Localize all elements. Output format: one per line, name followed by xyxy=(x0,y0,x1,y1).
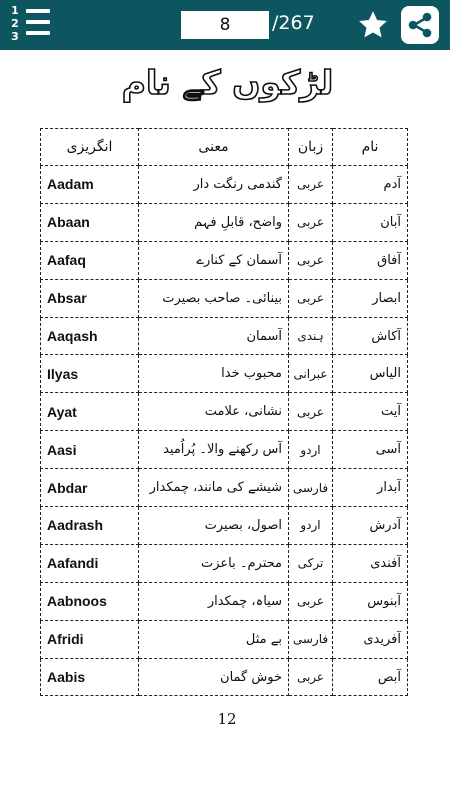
language-cell: ہندی xyxy=(289,317,333,355)
english-name-cell: Ayat xyxy=(41,393,139,431)
english-name-cell: Aadam xyxy=(41,166,139,204)
english-name-cell: Abdar xyxy=(41,469,139,507)
book-page-number: 12 xyxy=(217,710,237,728)
language-cell: فارسی xyxy=(289,620,333,658)
meaning-cell: آسمان کے کنارے xyxy=(139,241,289,279)
table-row xyxy=(41,355,408,393)
urdu-name-cell: الیاس xyxy=(333,355,408,393)
table-row xyxy=(41,241,408,279)
language-cell: فارسی xyxy=(289,469,333,507)
table-row xyxy=(41,544,408,582)
language-cell: اردو xyxy=(289,431,333,469)
table-row xyxy=(41,203,408,241)
english-name-cell: Aaqash xyxy=(41,317,139,355)
meaning-cell: خوش گمان xyxy=(139,658,289,696)
urdu-name-cell: آبص xyxy=(333,658,408,696)
meaning-cell: آسمان xyxy=(139,317,289,355)
urdu-name-cell: آدرش xyxy=(333,507,408,545)
english-name-cell: Aafandi xyxy=(41,544,139,582)
meaning-cell: محترم۔ باعزت xyxy=(139,544,289,582)
english-name-cell: Absar xyxy=(41,279,139,317)
total-pages-label: /267 xyxy=(272,12,315,34)
table-row xyxy=(41,393,408,431)
header-meaning: معنی xyxy=(139,129,289,166)
english-name-cell: Afridi xyxy=(41,620,139,658)
english-name-cell: Aafaq xyxy=(41,241,139,279)
urdu-name-cell: آبدار xyxy=(333,469,408,507)
table-row xyxy=(41,279,408,317)
page-heading: لڑکوں کے نام xyxy=(121,63,334,102)
header-language: زبان xyxy=(289,129,333,166)
meaning-cell: بے مثل xyxy=(139,620,289,658)
language-cell: عربی xyxy=(289,166,333,204)
table-row xyxy=(41,166,408,204)
table-row xyxy=(41,507,408,545)
table-header-row xyxy=(41,129,408,166)
language-cell: اردو xyxy=(289,507,333,545)
meaning-cell: شیشے کی مانند، چمکدار xyxy=(139,469,289,507)
english-name-cell: Abaan xyxy=(41,203,139,241)
language-cell: عربی xyxy=(289,393,333,431)
meaning-cell: نشانی، علامت xyxy=(139,393,289,431)
english-name-cell: Aabnoos xyxy=(41,582,139,620)
share-icon xyxy=(401,6,439,44)
header-english: انگریزی xyxy=(41,129,139,166)
table-row xyxy=(41,582,408,620)
meaning-cell: اصول، بصیرت xyxy=(139,507,289,545)
share-button[interactable] xyxy=(401,6,439,44)
meaning-cell: آس رکھنے والا۔ پُراُمید xyxy=(139,431,289,469)
urdu-name-cell: آبنوس xyxy=(333,582,408,620)
language-cell: ترکی xyxy=(289,544,333,582)
meaning-cell: محبوب خدا xyxy=(139,355,289,393)
urdu-name-cell: آفاق xyxy=(333,241,408,279)
meaning-cell: گندمی رنگت دار xyxy=(139,166,289,204)
urdu-name-cell: آسی xyxy=(333,431,408,469)
page-number-input[interactable] xyxy=(181,11,269,39)
urdu-name-cell: آدم xyxy=(333,166,408,204)
language-cell: عربی xyxy=(289,203,333,241)
urdu-name-cell: آبان xyxy=(333,203,408,241)
urdu-name-cell: آفندی xyxy=(333,544,408,582)
table-row xyxy=(41,469,408,507)
language-cell: عربی xyxy=(289,241,333,279)
names-table xyxy=(40,128,408,696)
urdu-name-cell: آفریدی xyxy=(333,620,408,658)
table-row xyxy=(41,431,408,469)
english-name-cell: Ilyas xyxy=(41,355,139,393)
language-cell: عبرانی xyxy=(289,355,333,393)
meaning-cell: واضح، قابلِ فہم xyxy=(139,203,289,241)
english-name-cell: Aabis xyxy=(41,658,139,696)
language-cell: عربی xyxy=(289,658,333,696)
language-cell: عربی xyxy=(289,279,333,317)
list-lines-icon xyxy=(26,9,50,42)
meaning-cell: سیاہ، چمکدار xyxy=(139,582,289,620)
table-row xyxy=(41,317,408,355)
table-row xyxy=(41,658,408,696)
english-name-cell: Aadrash xyxy=(41,507,139,545)
header-name: نام xyxy=(333,129,408,166)
urdu-name-cell: آکاش xyxy=(333,317,408,355)
language-cell: عربی xyxy=(289,582,333,620)
urdu-name-cell: آیت xyxy=(333,393,408,431)
english-name-cell: Aasi xyxy=(41,431,139,469)
numbered-list-icon: 1 2 3 xyxy=(11,4,19,43)
favorite-star-icon[interactable] xyxy=(356,8,390,42)
index-list-button[interactable] xyxy=(8,4,52,46)
urdu-name-cell: ابصار xyxy=(333,279,408,317)
table-row xyxy=(41,620,408,658)
meaning-cell: بینائی۔ صاحب بصیرت xyxy=(139,279,289,317)
top-toolbar xyxy=(0,0,450,50)
